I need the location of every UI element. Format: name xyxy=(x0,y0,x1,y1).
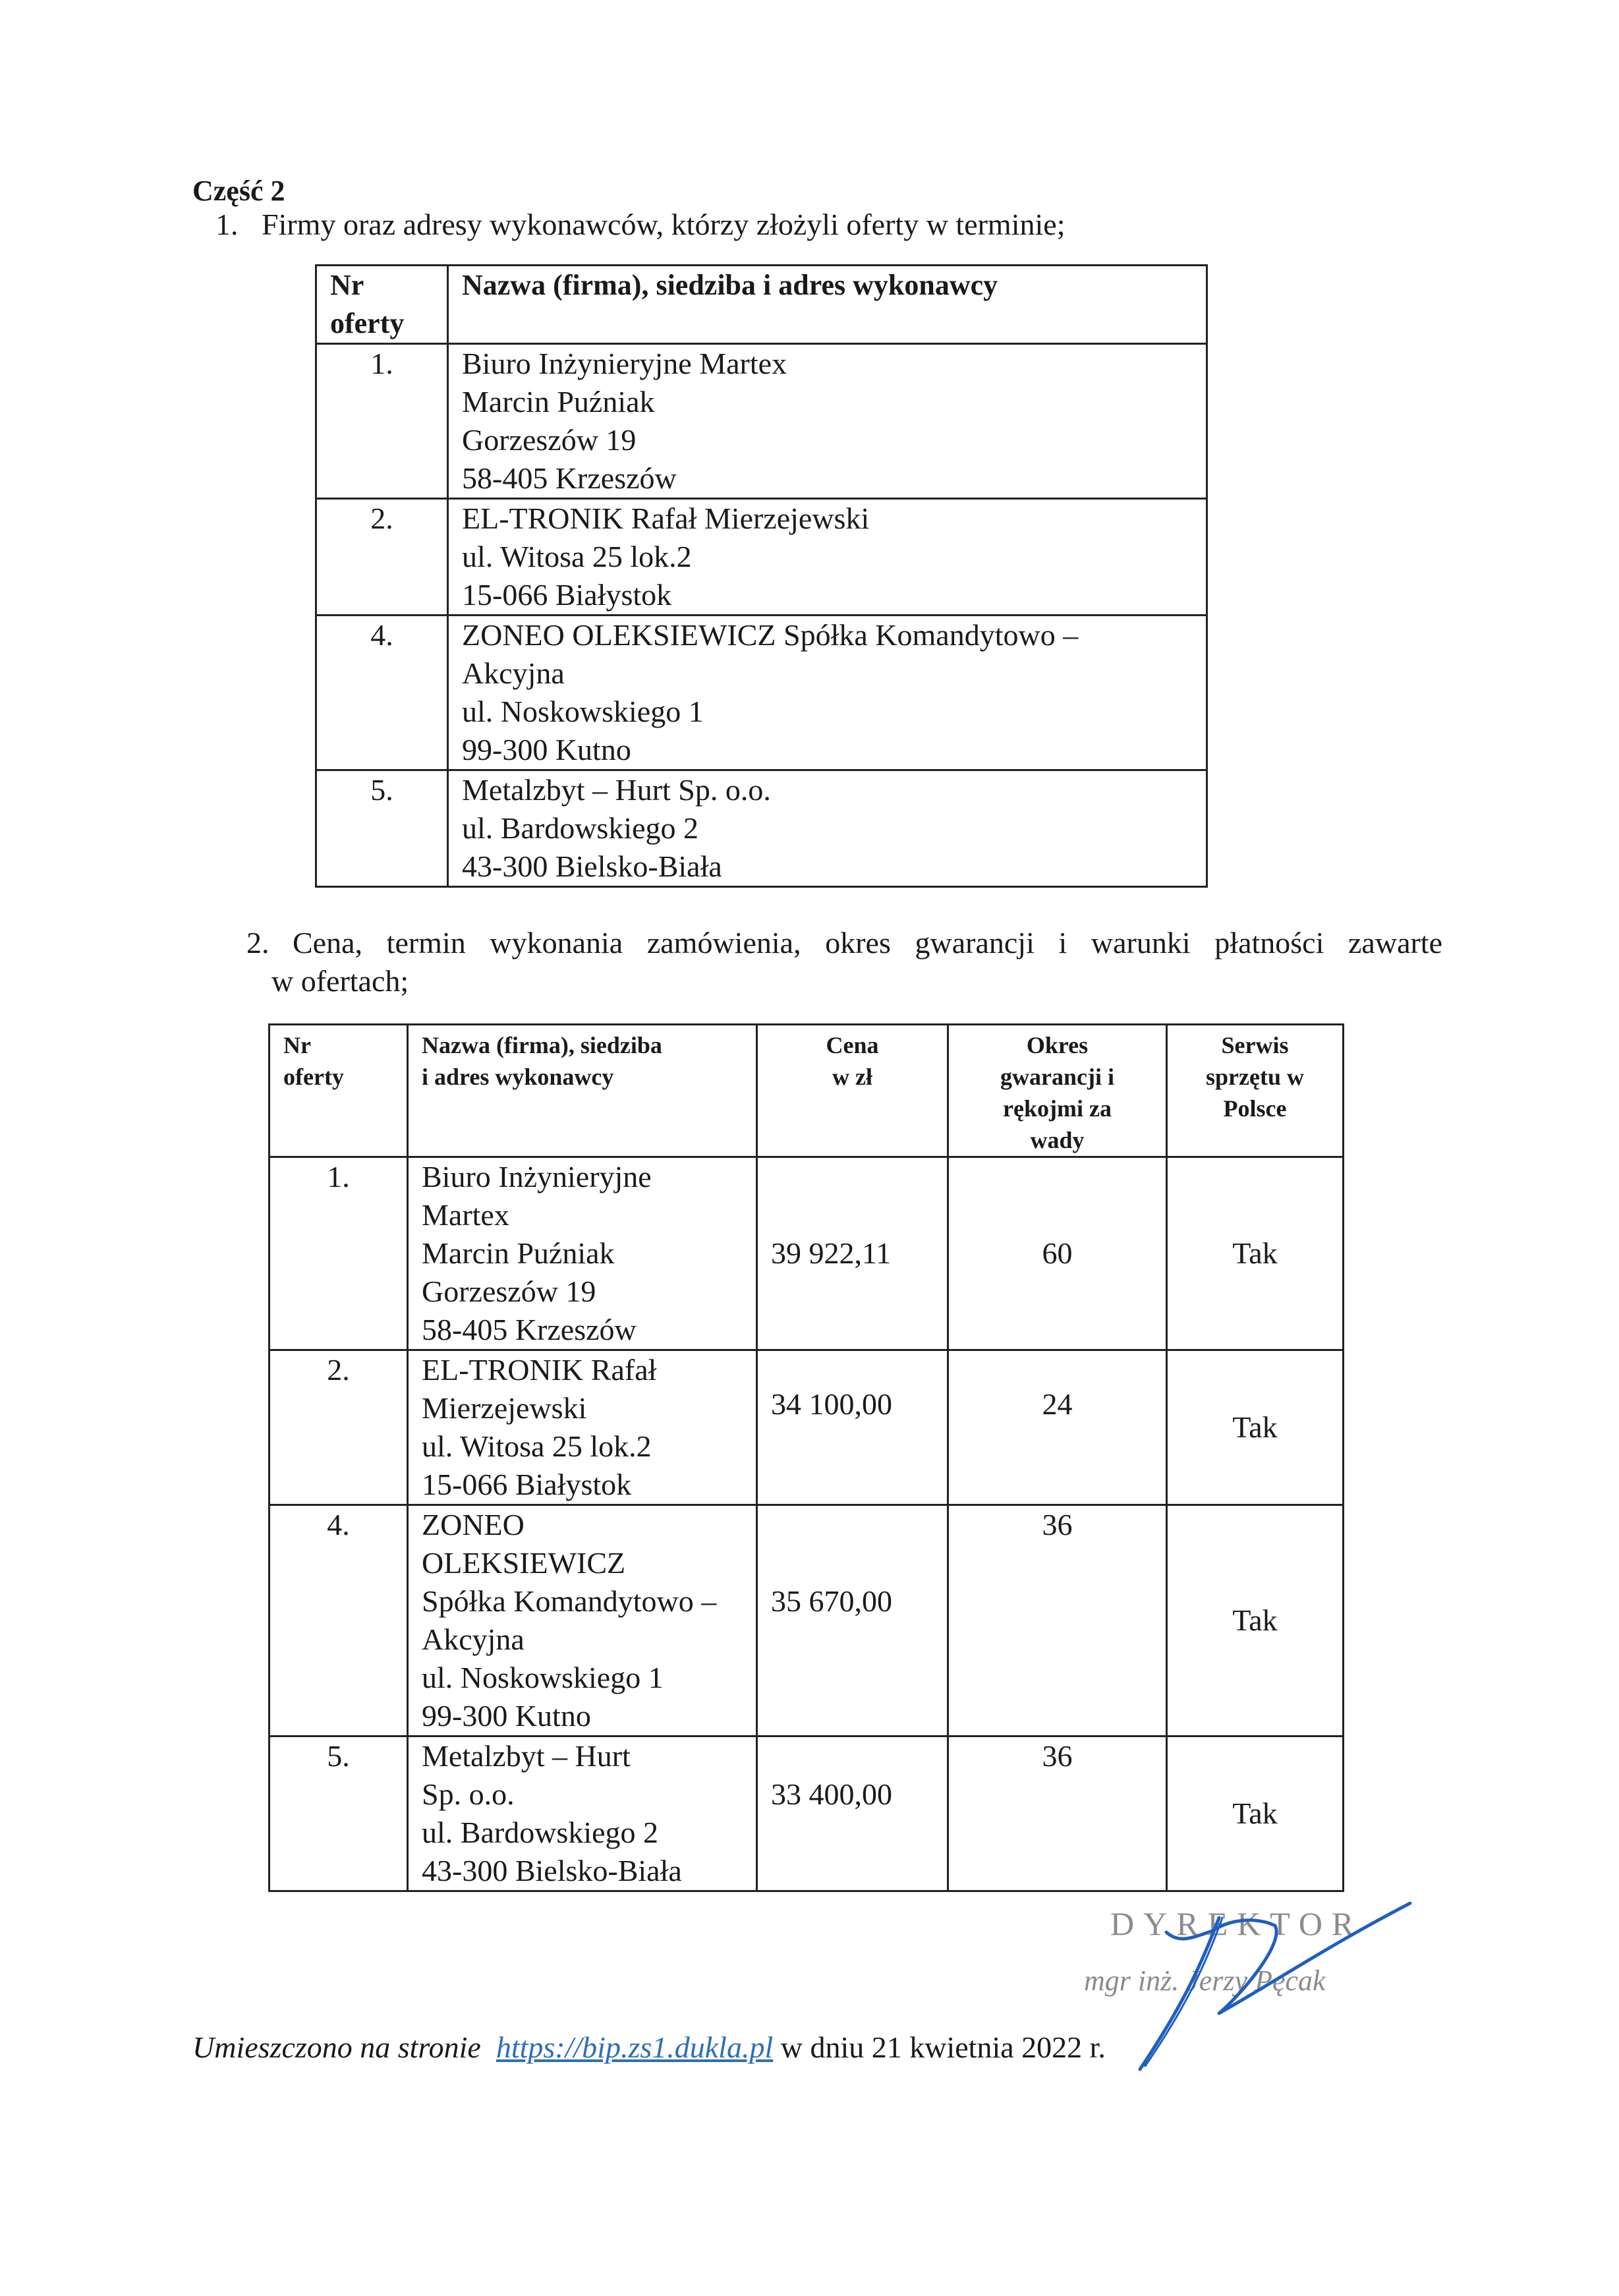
bidder-line: Akcyjna xyxy=(422,1622,525,1656)
price-value: 33 400,00 xyxy=(771,1777,892,1811)
section-heading: Część 2 xyxy=(192,175,285,207)
bidder-line: Marcin Puźniak xyxy=(422,1236,615,1270)
section1-intro xyxy=(215,206,1065,244)
header-line: Polsce xyxy=(1223,1095,1287,1122)
bidder-line: 15-066 Białystok xyxy=(462,578,672,612)
service-cell: Tak xyxy=(1167,1350,1344,1505)
bidder-line: Mierzejewski xyxy=(422,1391,587,1425)
header-line: Nazwa (firma), siedziba xyxy=(422,1032,662,1058)
price-cell xyxy=(757,1505,948,1736)
bidder-cell xyxy=(408,1736,757,1891)
bidder-line: Akcyjna xyxy=(462,656,565,690)
header-nr xyxy=(316,266,448,344)
header-line: oferty xyxy=(283,1064,344,1090)
table-row xyxy=(316,616,1207,770)
table-row xyxy=(270,1736,1344,1891)
bidder-line: ZONEO xyxy=(422,1508,525,1541)
table-row xyxy=(270,1350,1344,1505)
table-row xyxy=(316,344,1207,499)
warranty-cell xyxy=(948,1350,1167,1505)
offers-table xyxy=(268,1023,1344,1892)
header-line: sprzętu w xyxy=(1206,1064,1304,1090)
header-name: Nazwa (firma), siedziba i adres wykonawcy xyxy=(448,266,1207,344)
bidder-line: ul. Noskowskiego 1 xyxy=(462,695,704,728)
bidder-line: Biuro Inżynieryjne xyxy=(422,1160,652,1193)
section2-intro xyxy=(246,924,1442,962)
header-line: Nr xyxy=(283,1032,311,1058)
bidder-line: ul. Witosa 25 lok.2 xyxy=(422,1429,652,1463)
header-nr-line: Nr xyxy=(330,269,364,301)
bidder-cell xyxy=(448,344,1207,499)
section2-text-line2: w ofertach; xyxy=(271,964,409,998)
bidder-line: 15-066 Białystok xyxy=(422,1468,632,1501)
header-warranty xyxy=(948,1025,1167,1157)
offer-number: 5. xyxy=(316,770,448,887)
service-cell: Tak xyxy=(1167,1505,1344,1736)
bidder-line: ul. Bardowskiego 2 xyxy=(462,811,699,845)
bidder-line: Gorzeszów 19 xyxy=(422,1275,596,1308)
bidder-line: Metalzbyt – Hurt Sp. o.o. xyxy=(462,773,771,807)
table-row xyxy=(316,770,1207,887)
header-line: rękojmi za xyxy=(1003,1095,1112,1122)
bidder-line: ul. Witosa 25 lok.2 xyxy=(462,540,692,573)
bidder-cell xyxy=(408,1350,757,1505)
warranty-cell: 36 xyxy=(948,1736,1167,1891)
price-cell xyxy=(757,1736,948,1891)
header-line: i adres wykonawcy xyxy=(422,1064,614,1090)
price-cell xyxy=(757,1350,948,1505)
header-line: wady xyxy=(1030,1127,1085,1153)
section1-text: Firmy oraz adresy wykonawców, którzy złożyli oferty w terminie; xyxy=(262,208,1065,241)
bidder-cell xyxy=(448,770,1207,887)
offer-number: 4. xyxy=(316,616,448,770)
service-cell: Tak xyxy=(1167,1157,1344,1350)
price-value: 34 100,00 xyxy=(771,1387,892,1421)
offer-number: 2. xyxy=(316,499,448,616)
price-cell: 39 922,11 xyxy=(757,1157,948,1350)
offers-table-header xyxy=(270,1025,1344,1157)
handwritten-signature xyxy=(1120,1891,1417,2076)
warranty-cell: 36 xyxy=(948,1505,1167,1736)
table-row xyxy=(316,499,1207,616)
bidder-line: Martex xyxy=(422,1198,509,1232)
section2-number: 2. xyxy=(246,926,270,960)
bidder-line: Biuro Inżynieryjne Martex xyxy=(462,347,787,380)
bidder-line: EL-TRONIK Rafał xyxy=(422,1353,657,1387)
bidder-line: ZONEO OLEKSIEWICZ Spółka Komandytowo – xyxy=(462,618,1079,652)
header-nr-line: oferty xyxy=(330,307,405,339)
table-row xyxy=(270,1505,1344,1736)
footer-suffix: w dniu 21 kwietnia 2022 r. xyxy=(780,2030,1106,2064)
offer-number: 1. xyxy=(270,1157,408,1350)
bidder-line: 99-300 Kutno xyxy=(422,1699,591,1733)
footer-prefix: Umieszczono na stronie xyxy=(192,2030,481,2064)
offer-number: 4. xyxy=(270,1505,408,1736)
bidder-line: 43-300 Bielsko-Biała xyxy=(422,1854,682,1887)
bidder-cell xyxy=(448,499,1207,616)
bidder-line: ul. Noskowskiego 1 xyxy=(422,1661,664,1694)
header-price xyxy=(757,1025,948,1157)
bidder-cell xyxy=(448,616,1207,770)
stamp-title: DYREKTOR xyxy=(1110,1905,1363,1942)
header-name xyxy=(408,1025,757,1157)
bidder-line: Sp. o.o. xyxy=(422,1777,515,1811)
bidder-line: 43-300 Bielsko-Biała xyxy=(462,849,722,883)
section1-number: 1. xyxy=(215,208,239,241)
bip-link[interactable]: https://bip.zs1.dukla.pl xyxy=(496,2030,774,2064)
bidder-cell xyxy=(408,1505,757,1736)
section2-text-line1: Cena, termin wykonania zamówienia, okres gwarancji i warunki płatności zawarte xyxy=(293,926,1442,960)
publication-note xyxy=(192,2028,1106,2067)
header-line: Okres xyxy=(1026,1032,1089,1058)
stamp-name: mgr inż. Jerzy Pęcak xyxy=(1084,1965,1326,1997)
bidder-line: Spółka Komandytowo – xyxy=(422,1584,717,1618)
bidder-line: ul. Bardowskiego 2 xyxy=(422,1816,659,1849)
offer-number: 2. xyxy=(270,1350,408,1505)
bidders-table xyxy=(315,264,1208,888)
bidder-line: Marcin Puźniak xyxy=(462,385,655,418)
price-value: 35 670,00 xyxy=(771,1584,892,1618)
offer-number: 5. xyxy=(270,1736,408,1891)
warranty-cell: 60 xyxy=(948,1157,1167,1350)
bidder-cell xyxy=(408,1157,757,1350)
warranty-value: 24 xyxy=(1042,1387,1073,1421)
header-service xyxy=(1167,1025,1344,1157)
table-row xyxy=(270,1157,1344,1350)
header-line: Serwis xyxy=(1221,1032,1289,1058)
bidder-line: 58-405 Krzeszów xyxy=(422,1313,637,1346)
bidder-line: 58-405 Krzeszów xyxy=(462,461,677,495)
header-line: Cena xyxy=(826,1032,879,1058)
bidder-line: Gorzeszów 19 xyxy=(462,423,637,457)
service-cell: Tak xyxy=(1167,1736,1344,1891)
bidder-line: EL-TRONIK Rafał Mierzejewski xyxy=(462,502,870,535)
offer-number: 1. xyxy=(316,344,448,499)
bidders-table-header xyxy=(316,266,1207,344)
bidder-line: 99-300 Kutno xyxy=(462,733,631,766)
header-nr xyxy=(270,1025,408,1157)
bidder-line: OLEKSIEWICZ xyxy=(422,1546,626,1580)
bidder-line: Metalzbyt – Hurt xyxy=(422,1739,631,1773)
header-line: gwarancji i xyxy=(1000,1064,1114,1090)
header-line: w zł xyxy=(832,1064,872,1090)
